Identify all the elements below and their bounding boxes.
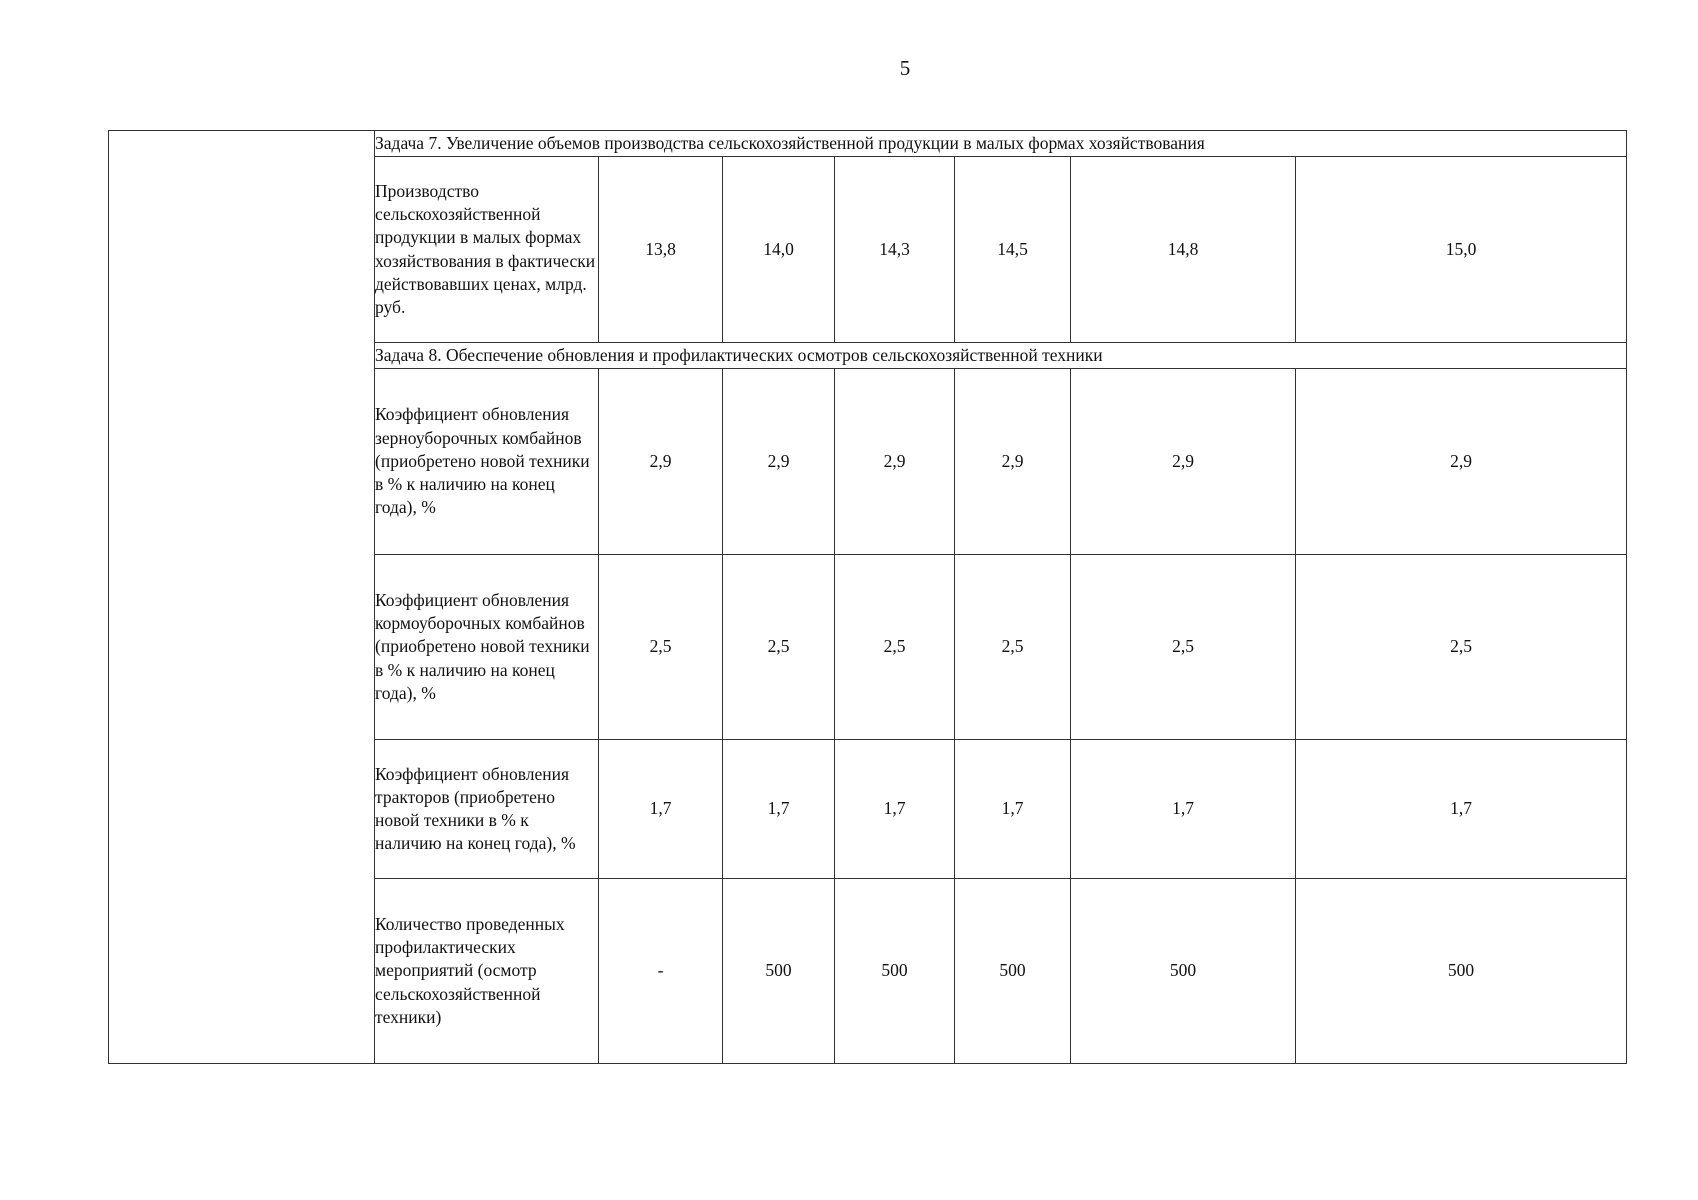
value-cell: 1,7 [723, 740, 835, 879]
value-cell: 2,5 [599, 555, 723, 740]
page-number: 5 [899, 56, 911, 80]
indicators-table [108, 130, 1627, 1064]
value-cell: - [599, 879, 723, 1064]
indicator-name: Количество проведенных профилактических мероприятий (осмотр сельскохозяйственной техники) [375, 879, 599, 1064]
value-cell: 500 [835, 879, 955, 1064]
value-cell: 2,5 [955, 555, 1071, 740]
value-cell: 2,5 [723, 555, 835, 740]
value-cell: 14,0 [723, 157, 835, 343]
value-cell: 500 [1071, 879, 1296, 1064]
value-cell: 1,7 [835, 740, 955, 879]
value-cell: 2,9 [835, 369, 955, 555]
indicator-name: Коэффициент обновления кормоуборочных комбайнов (приобретено новой техники в % к наличию на конец года), % [375, 555, 599, 740]
indicator-name: Коэффициент обновления тракторов (приобретено новой техники в % к наличию на конец года), % [375, 740, 599, 879]
value-cell: 1,7 [955, 740, 1071, 879]
value-cell: 2,9 [599, 369, 723, 555]
empty-first-column-cell [109, 131, 375, 1064]
value-cell: 13,8 [599, 157, 723, 343]
value-cell: 1,7 [599, 740, 723, 879]
value-cell: 1,7 [1071, 740, 1296, 879]
value-cell: 14,8 [1071, 157, 1296, 343]
value-cell: 500 [955, 879, 1071, 1064]
indicator-name: Производство сельскохозяйственной продукции в малых формах хозяйствования в фактически действовавших ценах, млрд. руб. [375, 157, 599, 343]
value-cell: 14,5 [955, 157, 1071, 343]
value-cell: 14,3 [835, 157, 955, 343]
value-cell: 500 [723, 879, 835, 1064]
value-cell: 15,0 [1296, 157, 1627, 343]
value-cell: 2,9 [723, 369, 835, 555]
value-cell: 2,9 [955, 369, 1071, 555]
task-row [109, 131, 1627, 157]
value-cell: 2,5 [1071, 555, 1296, 740]
indicator-name: Коэффициент обновления зерноуборочных комбайнов (приобретено новой техники в % к наличию на конец года), % [375, 369, 599, 555]
value-cell: 2,9 [1296, 369, 1627, 555]
value-cell: 2,5 [1296, 555, 1627, 740]
value-cell: 500 [1296, 879, 1627, 1064]
value-cell: 1,7 [1296, 740, 1627, 879]
task-title: Задача 7. Увеличение объемов производства сельскохозяйственной продукции в малых формах хозяйствования [375, 131, 1627, 157]
task-title: Задача 8. Обеспечение обновления и профилактических осмотров сельскохозяйственной техники [375, 343, 1627, 369]
value-cell: 2,5 [835, 555, 955, 740]
value-cell: 2,9 [1071, 369, 1296, 555]
